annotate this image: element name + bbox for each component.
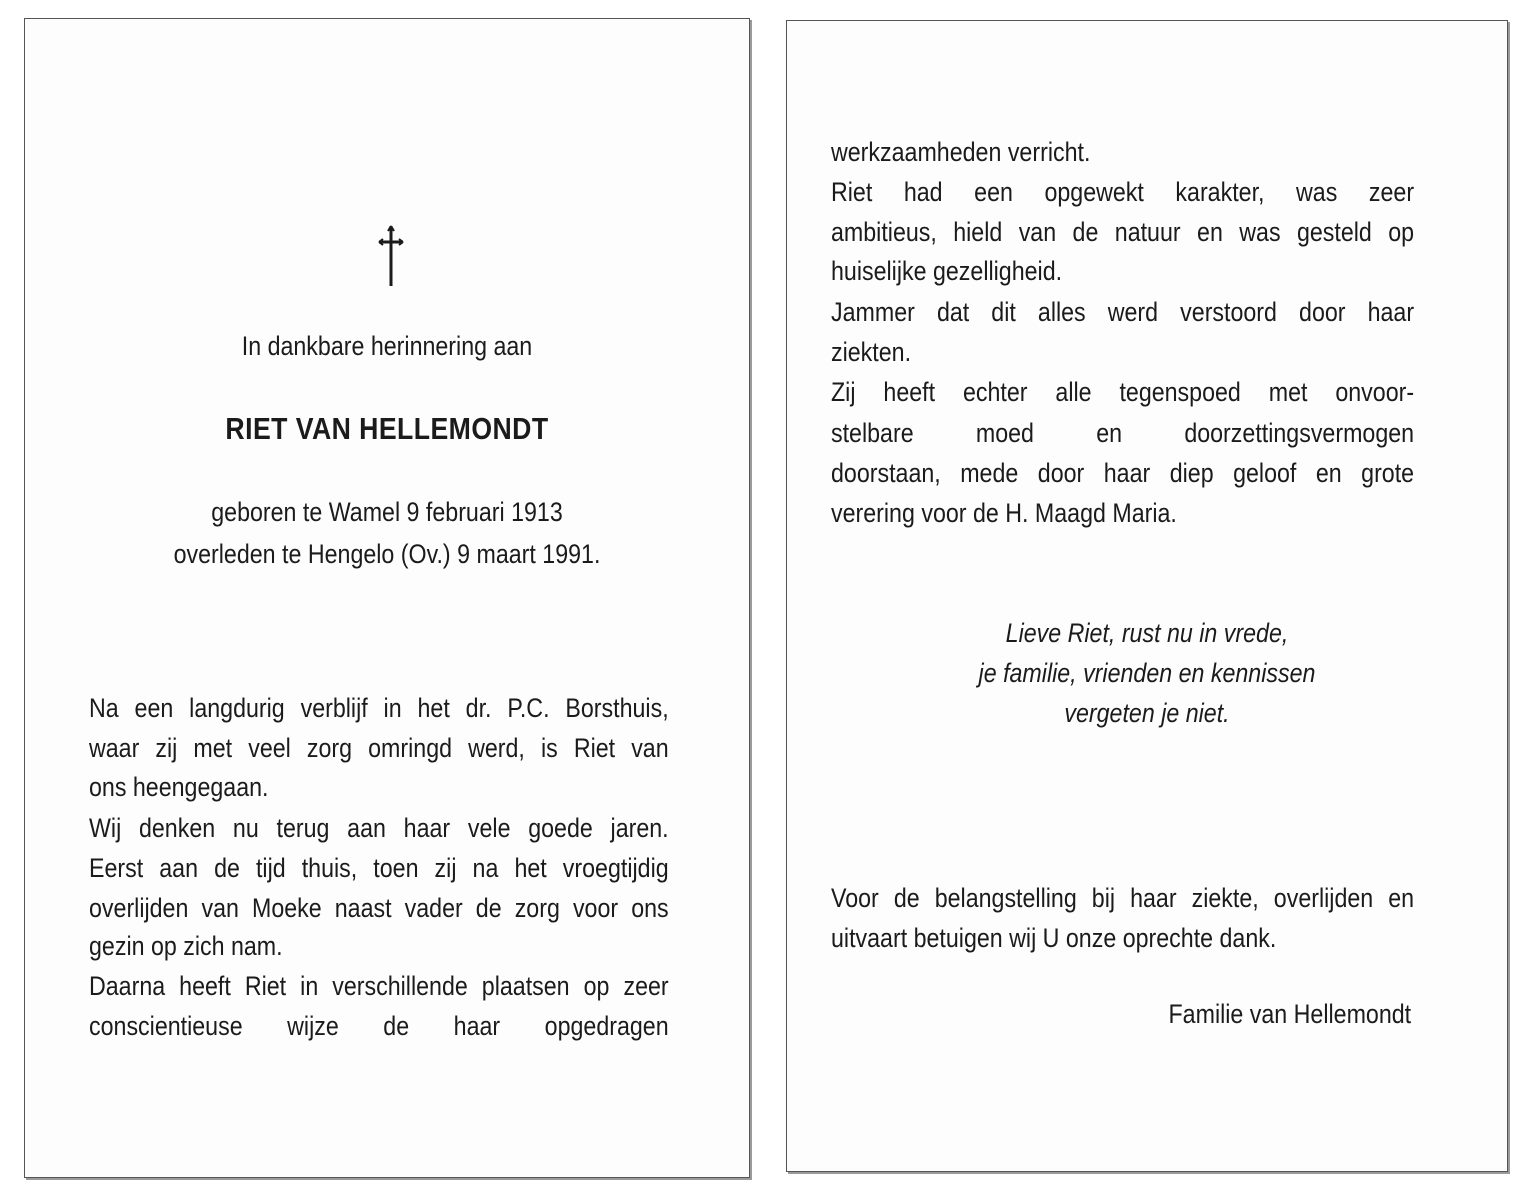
text-line: ons heengegaan. — [89, 772, 269, 802]
text-line: overlijden van Moeke naast vader de zorg voor ons — [89, 893, 669, 923]
poem-line: vergeten je niet. — [1064, 698, 1230, 728]
poem-line: je familie, vrienden en kennissen — [978, 658, 1316, 688]
death-line: overleden te Hengelo (Ov.) 9 maart 1991. — [173, 539, 601, 569]
poem-line: Lieve Riet, rust nu in vrede, — [1005, 618, 1289, 648]
text-line: ambitieus, hield van de natuur en was gesteld op — [831, 217, 1415, 247]
thanks-line: Voor de belangstelling bij haar ziekte, overlijden en — [831, 883, 1415, 913]
text-line: huiselijke gezelligheid. — [831, 256, 1063, 286]
cross-icon — [374, 224, 408, 288]
text-line: conscientieuse wijze de haar opgedragen — [89, 1011, 669, 1041]
intro-text: In dankbare herinnering aan — [241, 331, 533, 361]
text-line: waar zij met veel zorg omringd werd, is Riet van — [89, 733, 669, 763]
text-line: Na een langdurig verblijf in het dr. P.C. Borsthuis, — [89, 693, 669, 723]
text-line: doorstaan, mede door haar diep geloof en grote — [831, 458, 1415, 488]
thanks-line: uitvaart betuigen wij U onze oprechte dank. — [831, 923, 1277, 953]
birth-line: geboren te Wamel 9 februari 1913 — [211, 497, 563, 527]
deceased-name: RIET VAN HELLEMONDT — [225, 411, 549, 446]
text-line: verering voor de H. Maagd Maria. — [831, 498, 1177, 528]
text-line: stelbare moed en doorzettingsvermogen — [831, 418, 1415, 448]
text-line: Daarna heeft Riet in verschillende plaatsen op zeer — [89, 971, 669, 1001]
text-line: Zij heeft echter alle tegenspoed met onvoor- — [831, 377, 1415, 407]
text-line: Riet had een opgewekt karakter, was zeer — [831, 177, 1415, 207]
text-line: Jammer dat dit alles werd verstoord door haar — [831, 297, 1415, 327]
text-line: Wij denken nu terug aan haar vele goede jaren. — [89, 813, 669, 843]
text-line: ziekten. — [831, 337, 912, 367]
text-line: Eerst aan de tijd thuis, toen zij na het vroegtijdig — [89, 853, 669, 883]
text-line: werkzaamheden verricht. — [831, 137, 1091, 167]
memorial-card-right — [786, 20, 1508, 1172]
text-line: gezin op zich nam. — [89, 931, 283, 961]
signature: Familie van Hellemondt — [1168, 999, 1411, 1029]
memorial-card-left — [24, 18, 750, 1178]
